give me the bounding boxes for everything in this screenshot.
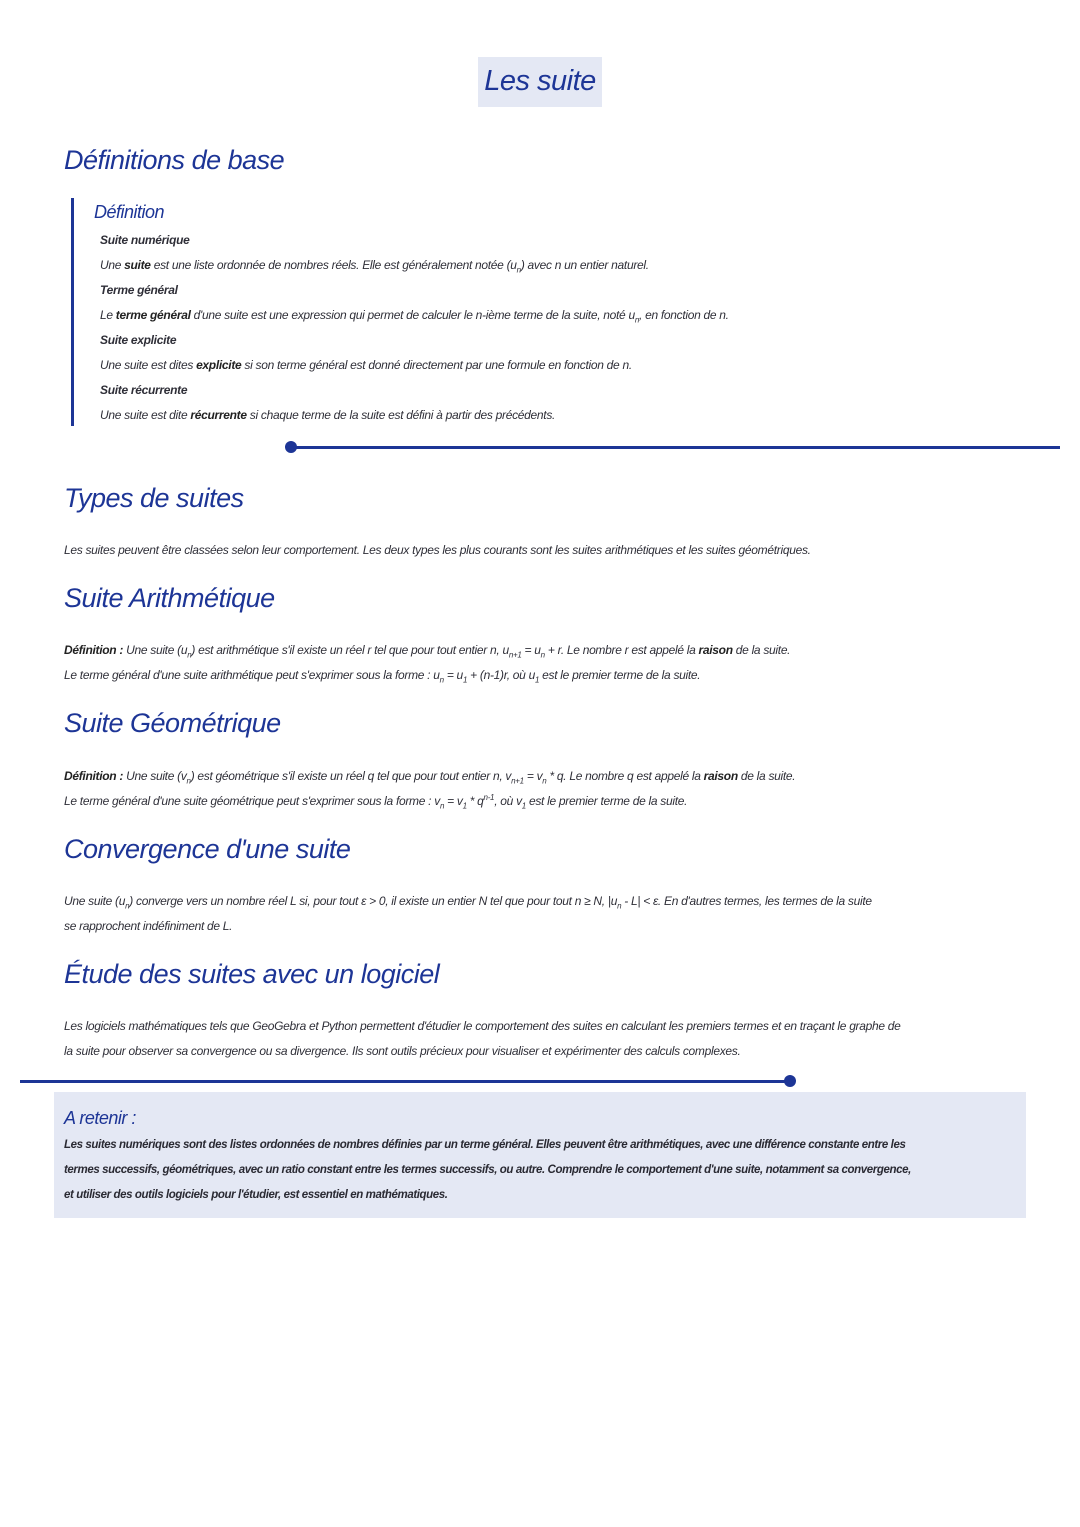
definition-bar [71,198,74,426]
definition-block-title: Définition [94,202,165,222]
heading-geometrique: Suite Géométrique [64,708,281,738]
def-suite-numerique: Une suite est une liste ordonnée de nombres réels. Elle est généralement notée $(u_n)$ avec n un entier naturel. [100,258,649,275]
summary-box [54,1092,1026,1218]
heading-convergence: Convergence d'une suite [64,834,351,864]
soft-line-2: la suite pour observer sa convergence ou sa divergence. Ils sont outils précieux pour visualiser et expérimenter des calculs complexes. [64,1044,741,1058]
divider-dot [285,441,297,453]
term-suite-numerique: Suite numérique [100,233,190,247]
conv-line-1: Une suite $(u_n)$ converge vers un nombre réel L si, pour tout ε > 0, il existe un entier N tel que pour tout n ≥ N, $|u_n - L| < \varepsilon$. En d'autres termes, les termes de la suite [64,894,872,911]
heading-arithmetique: Suite Arithmétique [64,583,275,613]
summary-line: et utiliser des outils logiciels pour l'étudier, est essentiel en mathématiques. [64,1189,448,1201]
page-title: Les suite [484,65,596,97]
arith-general-term: Le terme général d'une suite arithmétique peut s'exprimer sous la forme : $u_n = u_1 + (n-1)r$, où $u_1$ est le premier terme de la suite. [64,668,701,685]
def-suite-explicite: Une suite est dites explicite si son terme général est donné directement par une formule en fonction de n. [100,358,632,372]
heading-types: Types de suites [64,483,244,513]
summary-line: Les suites numériques sont des listes ordonnées de nombres définies par un terme général. Elles peuvent être arithmétiques, avec une différence constante entre les [64,1139,906,1151]
divider-line [290,446,1060,449]
soft-line-1: Les logiciels mathématiques tels que GeoGebra et Python permettent d'étudier le comportement des suites en calculant les premiers termes et en traçant le graphe de [64,1019,901,1033]
divider-line-2 [20,1080,790,1083]
summary-heading: A retenir : [64,1108,136,1128]
title-box [478,57,602,107]
divider-dot-2 [784,1075,796,1087]
term-terme-general: Terme général [100,283,178,297]
heading-logiciel: Étude des suites avec un logiciel [64,959,440,989]
types-text: Les suites peuvent être classées selon leur comportement. Les deux types les plus courants sont les suites arithmétiques et les suites géométriques. [64,543,811,557]
arith-definition: Définition : Une suite $(u_n)$ est arithmétique s'il existe un réel r tel que pour tout entier n, $u_{n+1} = u_n + r$. Le nombre r est appelé la raison de la suite. [64,643,791,660]
summary-line: termes successifs, géométriques, avec un ratio constant entre les termes successifs, ou autre. Comprendre le comportement d'une suite, notamment sa convergence, [64,1164,911,1176]
term-suite-explicite: Suite explicite [100,333,177,347]
geo-general-term: Le terme général d'une suite géométrique peut s'exprimer sous la forme : $v_n = v_1 * q^{n-1}$, où $v_1$ est le premier terme de la suite. [64,793,688,811]
heading-definitions: Définitions de base [64,145,285,175]
term-suite-recurrente: Suite récurrente [100,383,188,397]
def-suite-recurrente: Une suite est dite récurrente si chaque terme de la suite est défini à partir des précédents. [100,408,556,422]
geo-definition: Définition : Une suite $(v_n)$ est géométrique s'il existe un réel q tel que pour tout entier n, $v_{n+1} = v_n * q$. Le nombre q est appelé la raison de la suite. [64,769,796,786]
conv-line-2: se rapprochent indéfiniment de L. [64,919,233,933]
def-terme-general: Le terme général d'une suite est une expression qui permet de calculer le n-ième terme de la suite, noté $u_n$, en fonction de n. [100,308,729,325]
